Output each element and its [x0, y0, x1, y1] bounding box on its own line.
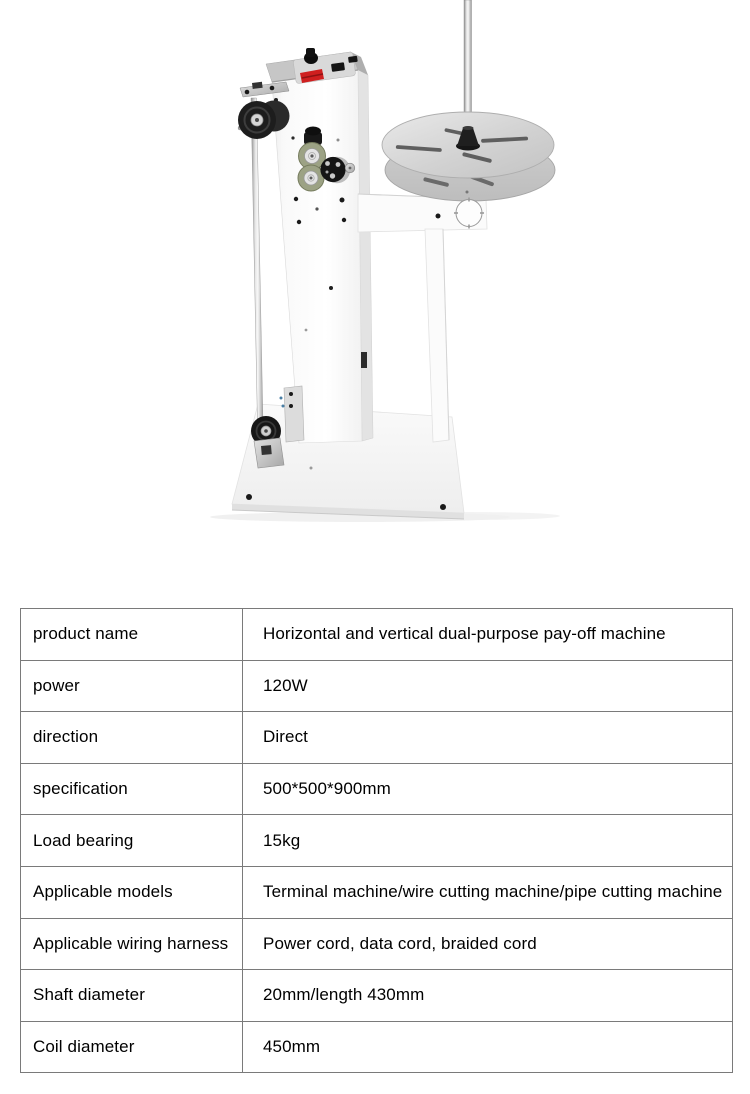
spec-row — [21, 918, 732, 970]
spec-value: 15kg — [263, 830, 301, 850]
spec-label: direction — [21, 712, 243, 763]
spec-label: Coil diameter — [21, 1022, 243, 1073]
spec-row — [21, 660, 732, 712]
spec-value: 120W — [263, 675, 308, 695]
turntable-discs — [382, 112, 555, 201]
spec-value: 500*500*900mm — [263, 779, 391, 799]
guide-rod — [251, 98, 264, 450]
spec-row — [21, 763, 732, 815]
spec-label: Load bearing — [21, 815, 243, 866]
side-slot — [361, 352, 367, 368]
support-arm — [358, 194, 487, 442]
spec-value: Direct — [263, 727, 308, 747]
spec-table — [20, 608, 733, 1073]
spec-value: 450mm — [263, 1037, 321, 1057]
support-leg — [425, 229, 449, 442]
spec-value: Power cord, data cord, braided cord — [263, 933, 537, 953]
spec-row — [21, 969, 732, 1021]
spec-label: power — [21, 661, 243, 712]
spec-row — [21, 711, 732, 763]
spec-label: Applicable wiring harness — [21, 919, 243, 970]
spec-label: Applicable models — [21, 867, 243, 918]
spec-label: Shaft diameter — [21, 970, 243, 1021]
spec-value: 20mm/length 430mm — [263, 985, 425, 1005]
spec-label: product name — [21, 609, 243, 660]
spec-row — [21, 866, 732, 918]
spec-row — [21, 609, 732, 660]
spec-row — [21, 1021, 732, 1073]
spec-value: Terminal machine/wire cutting machine/pipe cutting machine — [263, 882, 723, 902]
spec-value: Horizontal and vertical dual-purpose pay-off machine — [263, 624, 666, 644]
spec-row — [21, 814, 732, 866]
green-roller-bottom — [298, 165, 324, 191]
spec-label: specification — [21, 764, 243, 815]
